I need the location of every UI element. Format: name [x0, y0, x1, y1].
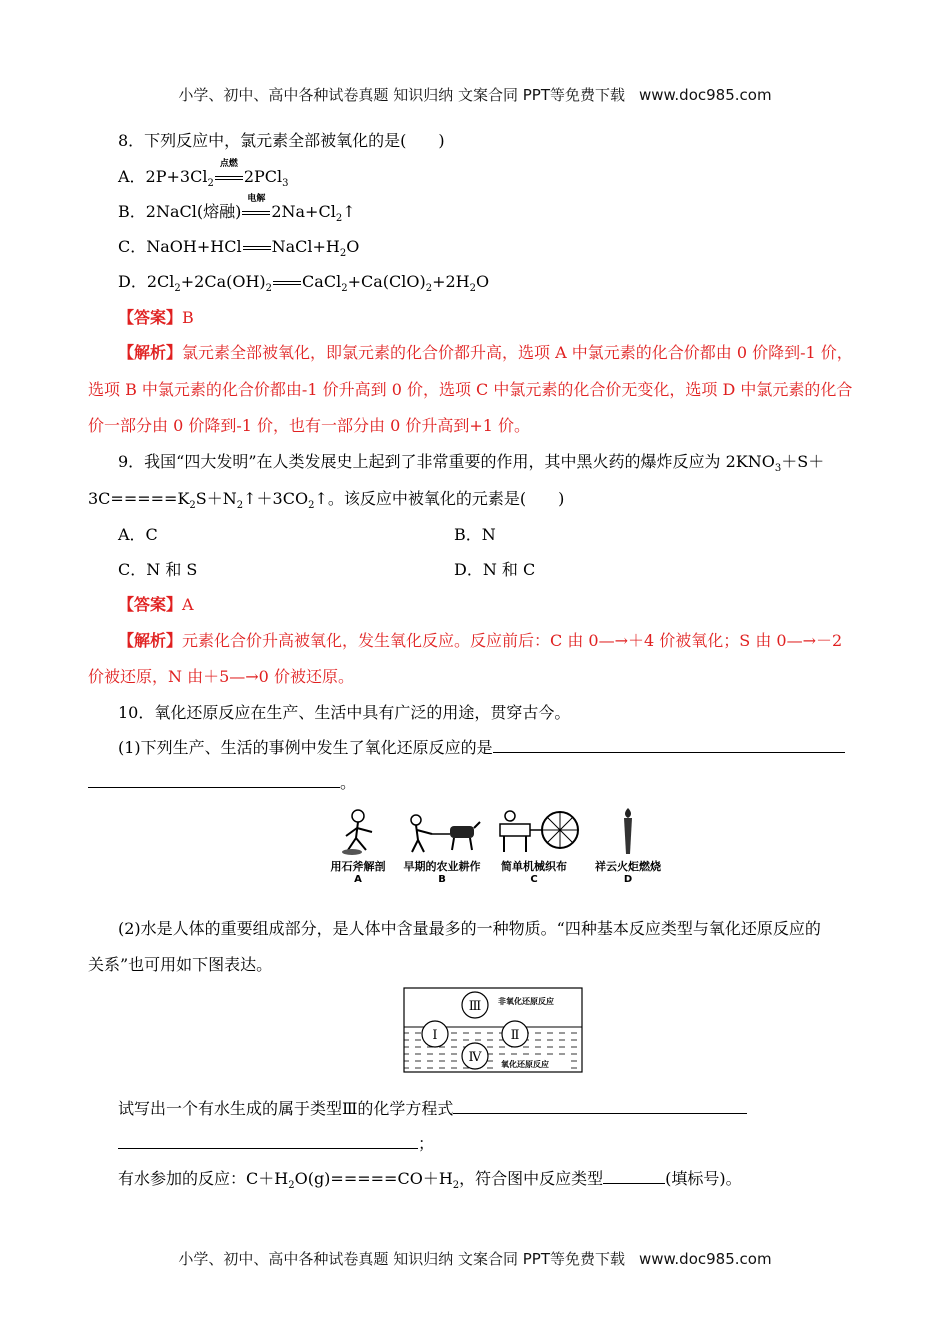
q10-part3: 试写出一个有水生成的属于类型Ⅲ的化学方程式 [118, 1096, 908, 1119]
plough-icon [402, 806, 482, 856]
q9-answer: 【答案】A [118, 595, 194, 614]
q8-analysis-line3: 价一部分由 0 价降到-1 价，也有一部分由 0 价升高到+1 价。 [88, 416, 531, 435]
label-iii: Ⅲ [468, 999, 482, 1014]
q8-option-c: C．NaOH+HCl $NaCl+H_2O$ [118, 237, 360, 260]
page-footer [0, 1248, 950, 1269]
q8-option-d: D．$2Cl_2+2Ca(OH)_2$ $CaCl_2+Ca(ClO)_2+2H_2O$ [118, 272, 490, 295]
figure-b: 早期的农业耕作 B [402, 806, 482, 896]
figure-c: 简单机械织布 C [494, 806, 574, 896]
q9-option-b: B．N [454, 525, 496, 544]
label-redox: 氧化还原反应 [501, 1060, 549, 1069]
label-non-redox: 非氧化还原反应 [498, 997, 554, 1006]
q10-part1-blank[interactable] [493, 752, 845, 753]
q10-part1-cont: 。 [88, 770, 878, 793]
figure-d: 祥云火炬燃烧 D [588, 806, 668, 896]
q8-option-b: B．2NaCl(熔融) 电解 $2Na+Cl_2↑$ [118, 194, 356, 225]
torch-icon [608, 806, 648, 856]
q10-part2-line2: 关系”也可用如下图表达。 [88, 955, 273, 974]
q9-analysis-line2: 价被还原，N 由＋5—→0 价被还原。 [88, 667, 354, 686]
q10-stem: 10．氧化还原反应在生产、生活中具有广泛的用途，贯穿古今。 [118, 703, 571, 722]
q10-part1: (1)下列生产、生活的事例中发生了氧化还原反应的是 [118, 735, 908, 758]
label-i: Ⅰ [432, 1028, 438, 1043]
q10-part2-line1: (2)水是人体的重要组成部分，是人体中含量最多的一种物质。“四种基本反应类型与氧化还原反应的 [118, 919, 821, 938]
q10-part3-cont: ； [118, 1131, 908, 1154]
q10-part3-blank[interactable] [453, 1113, 747, 1114]
page-header [0, 84, 950, 105]
q9-analysis-line1: 【解析】元素化合价升高被氧化，发生氧化反应。反应前后：C 由 0—→＋4 价被氧化；S 由 0—→－2 [118, 631, 843, 650]
q10-part4: 有水参加的反应：$C+H_2O(g)=====CO+H_2$，符合图中反应类型 (填标号)。 [118, 1169, 742, 1192]
q9-stem-line1: 9．我国“四大发明”在人类发展史上起到了非常重要的作用，其中黑火药的爆炸反应为 $2KNO_3+S+$ [118, 452, 825, 475]
header-url[interactable]: www.doc985.com [638, 86, 772, 104]
label-ii: Ⅱ [510, 1028, 520, 1043]
stone-axe-icon [328, 806, 388, 856]
q9-stem-line2: $3C=====K_2S+N_2↑+3CO_2↑$。该反应中被氧化的元素是( ) [88, 489, 565, 512]
q8-analysis-line2: 选项 B 中氯元素的化合价都由-1 价升高到 0 价，选项 C 中氯元素的化合价无变化，选项 D 中氯元素的化合 [88, 380, 853, 399]
header-text: 小学、初中、高中各种试卷真题 知识归纳 文案合同 PPT等免费下载 [178, 86, 625, 104]
q8-answer: 【答案】B [118, 308, 194, 327]
q8-option-a: A．$2P+3Cl_2$ 点燃 2PCl$_3$ [118, 159, 289, 190]
q9-option-d: D．N 和 C [454, 560, 536, 579]
q9-option-c: C．N 和 S [118, 560, 198, 579]
label-iv: Ⅳ [468, 1050, 482, 1065]
q10-part1-blank-2[interactable] [88, 787, 340, 788]
figure-a: 用石斧解剖 A [318, 806, 398, 896]
q10-part3-blank-2[interactable] [118, 1148, 418, 1149]
q10-figures [318, 806, 668, 896]
reaction-type-diagram [403, 987, 583, 1073]
q8-stem: 8．下列反应中，氯元素全部被氧化的是( ) [118, 131, 445, 150]
q9-option-a: A．C [118, 525, 158, 544]
footer-text: 小学、初中、高中各种试卷真题 知识归纳 文案合同 PPT等免费下载 [178, 1250, 625, 1268]
footer-url[interactable]: www.doc985.com [638, 1250, 772, 1268]
q8-analysis-line1: 【解析】氯元素全部被氧化，即氯元素的化合价都升高，选项 A 中氯元素的化合价都由 0 价降到-1 价， [118, 343, 853, 362]
loom-icon [494, 806, 584, 856]
q10-part4-blank[interactable] [603, 1183, 665, 1184]
